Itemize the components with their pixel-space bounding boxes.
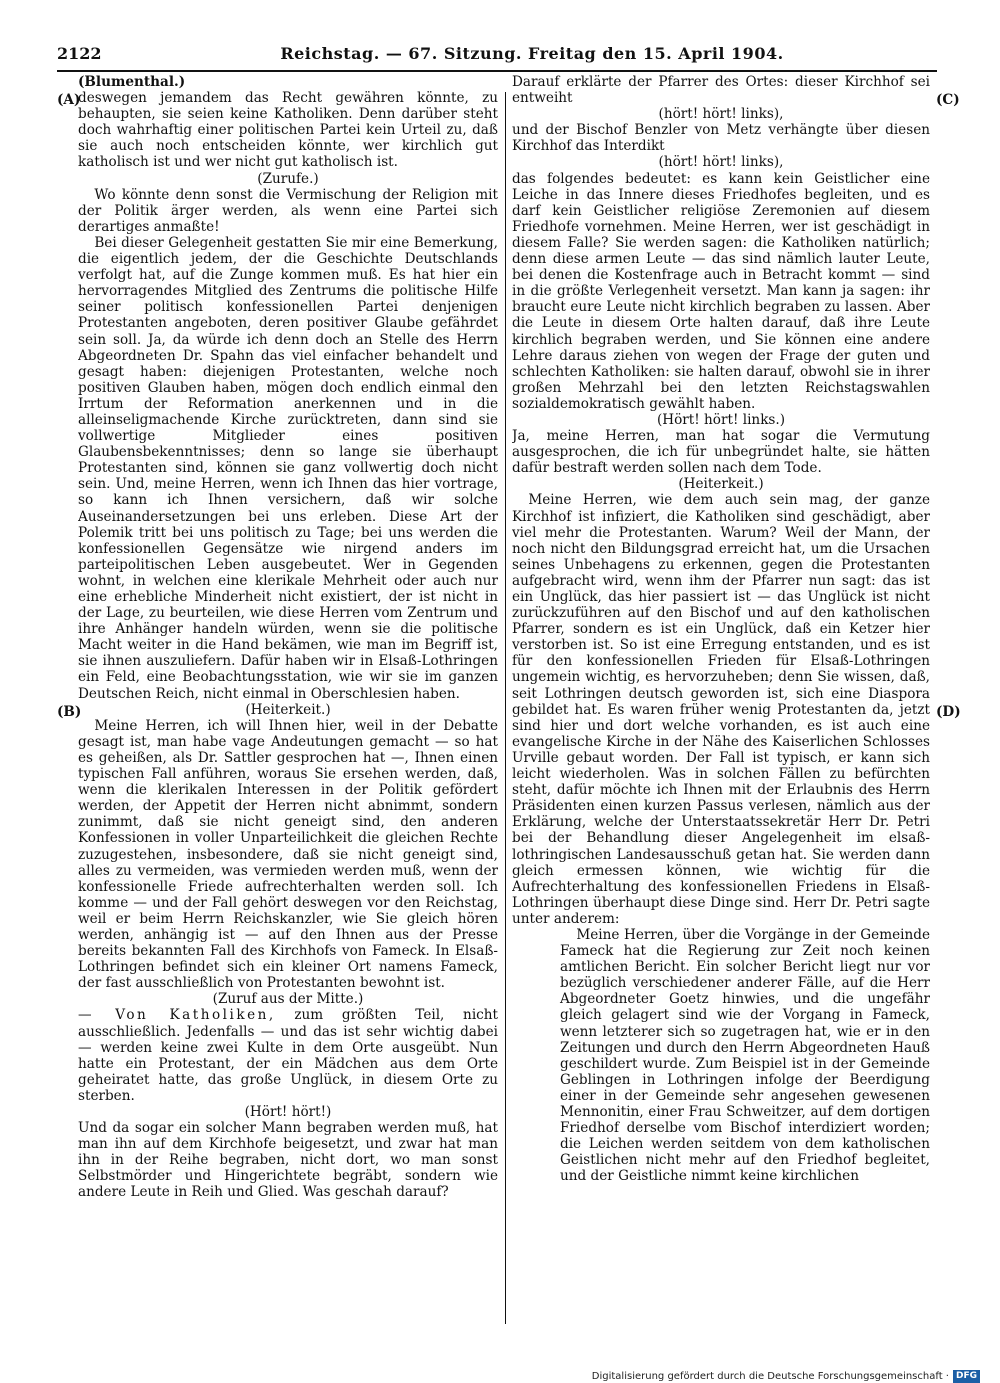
interjection: (Hört! hört! links.) — [656, 411, 786, 428]
interjection: (Zuruf aus der Mitte.) — [212, 991, 364, 1008]
running-title: Reichstag. — 67. Sitzung. Freitag den 15. April 1904. — [280, 44, 784, 63]
margin-marker-c: (C) — [936, 92, 960, 108]
right-column — [512, 74, 930, 1329]
interjection: (hört! hört! links), — [658, 154, 784, 171]
digitization-footer — [592, 1369, 980, 1383]
paragraph — [78, 1007, 498, 1104]
speaker-name: (Blumenthal.) — [78, 74, 186, 90]
paragraph: Meine Herren, wie dem auch sein mag, der ganze Kirchhof ist infiziert, die Katholiken sind geschädigt, aber viel mehr die Protestanten. Warum? Weil der Mann, der noch nicht den Bildungsgrad erreicht hat, um die Ursachen seines Unbehagens zu erkennen, gegen die Protestanten aufgebracht wird, wenn ihm der Pfarrer nun sagt: das ist ein Unglück, das hier passiert ist — das Unglück ist nicht zurückzuführen auf den Bischof und auf den katholischen Pfarrer, sondern es ist ein Unglück, daß ein Ketzer hier verstorben ist. So ist eine Erregung entstanden, und es ist für den konfessionellen Frieden für Elsaß-Lothringen ungemein wichtig, es hervorzuheben; denn Sie wissen, daß, seit Lothringen deutsch geworden ist, sich eine Diaspora gebildet hat. Es waren früher wenig Protestanten da, jetzt sind hier und dort welche vorhanden, es ist auch eine evangelische Kirche in der Nähe des Kaiserlichen Schlosses Urville gebaut worden. Der Fall ist typisch, er kann sich leicht wiederholen. Was in solchen Fällen zu befürchten steht, dafür möchte ich Ihnen mit der Erlaubnis des Herrn Präsidenten einen kurzen Passus verlesen, nämlich aus der Erklärung, welche der Unterstaatssekretär Herr Dr. Petri bei der Behandlung dieser Angelegenheit im elsaß-lothringischen Landesausschuß getan hat. Sie werden dann gleich ermessen können, wie wichtig für die Aufrechterhaltung des konfessionellen Friedens in Elsaß-Lothringen überhaupt diese Dinge sind. Herr Dr. Petri sagte unter anderem: — [512, 492, 930, 927]
paragraph: Ja, meine Herren, man hat sogar die Vermutung ausgesprochen, die ich für unbegründet halte, sie hätten dafür bestraft werden sollen nach dem Tode. — [512, 428, 930, 477]
page-number: 2122 — [57, 44, 102, 63]
paragraph: deswegen jemandem das Recht gewähren könnte, zu behaupten, sie seien keine Katholiken. Denn darüber steht doch wahrhaftig einer politischen Partei kein Urteil zu, daß sie auch noch entscheiden könnte, wer kirchlich gut katholisch ist und wer nicht gut katholisch ist. — [78, 90, 498, 171]
paragraph: Darauf erklärte der Pfarrer des Ortes: dieser Kirchhof sei entweiht — [512, 74, 930, 107]
margin-marker-d: (D) — [936, 704, 961, 720]
interjection: (Hört! hört!) — [244, 1104, 332, 1120]
paragraph: Bei dieser Gelegenheit gestatten Sie mir eine Bemerkung, die eigentlich jedem, der die Geschichte Deutschlands verfolgt hat, auf die Zunge kommen muß. Es hat hier ein hervorragendes Mitglied des Zentrums die politische Hilfe seiner politisch konfessionellen Partei denjenigen Protestanten angeboten, deren positiver Glaube gefährdet sein soll. Ja, da würde ich denn doch an Stelle des Herrn Abgeordneten Dr. Spahn das viel einfacher behandelt und gesagt haben: diejenigen Protestanten, welche noch positiven Glauben haben, mögen doch endlich einmal den Irrtum der Reformation anerkennen und in die alleinseligmachende Kirche zurücktreten, dann sind sie vollwertige Mitglieder eines positiven Glaubensbekenntnisses; denn so lange sie überhaupt Protestanten sind, können sie ganz vollwertig doch nicht sein. Und, meine Herren, wenn ich Ihnen das hier vortrage, so kann ich Ihnen versichern, daß wir solche Auseinandersetzungen bei uns erleben. Diese Art der Polemik tritt bei uns politisch zu Tage; bei uns werden die konfessionellen Gegensätze wie nirgend anders im parteipolitischen Leben ausgebeutet. Wer in Gegenden wohnt, in welchen eine klerikale Mehrheit oder auch nur eine erhebliche Minderheit nicht existiert, der ist nicht in der Lage, zu beurteilen, wie diese Herren vom Zentrum und ihre Anhänger handeln würden, wenn sie die politische Macht weiter in die Hand bekämen, wie man im Begriff ist, sie ihnen auszuliefern. Dafür haben wir in Elsaß-Lothringen ein Feld, eine Beobachtungsstation, wie wir sie im ganzen Deutschen Reich, nicht einmal in Oberschlesien haben. — [78, 234, 498, 702]
margin-marker-a: (A) — [57, 92, 81, 108]
paragraph: das folgendes bedeutet: es kann kein Geistlicher eine Leiche in das Innere dieses Friedhofes begleiten, und es darf kein Geistlicher religiöse Zeremonien auf diesem Friedhofe vornehmen. Meine Herren, wer ist geschädigt in diesem Falle? Sie werden sagen: die Katholiken natürlich; denn diese armen Leute — das sind nämlich lauter Leute, bei denen die Kostenfrage auch in Betracht kommt — sind in die größte Verlegenheit versetzt. Man kann ja sagen: ihr braucht eure Leute nicht kirchlich begraben zu lassen. Aber die Leute in diesem Orte halten darauf, daß ihre Leute kirchlich begraben werden, und Sie können eine andere Lehre daraus ziehen von wegen der Frage der guten und schlechten Katholiken: sie halten darauf, obwohl sie in ihrer großen Mehrzahl bei den letzten Reichstagswahlen sozialdemokratisch gewählt haben. — [512, 170, 930, 412]
header-rule — [57, 70, 937, 72]
emphasis-text: — Von Katholiken, — [78, 1007, 276, 1024]
paragraph: Wo könnte denn sonst die Vermischung der Religion mit der Politik ärger werden, als wenn eine Partei sich derartiges anmaßte! — [78, 186, 498, 235]
paragraph-text: zum größten Teil, nicht ausschließlich. Jedenfalls — und das ist sehr wichtig dabei — werden keine zwei Kulte in dem Orte ausgeübt. Nun hatte ein Protestant, der ein Mädchen aus dem Orte geheiratet hatte, das große Unglück, in diesem Orte zu sterben. — [78, 1007, 498, 1104]
paragraph: Und da sogar ein solcher Mann begraben werden muß, hat man ihn auf dem Kirchhofe beigesetzt, und zwar hat man ihn in der Reihe begraben, nicht dort, wo man sonst Selbstmörder und Hingerichtete begräbt, sondern wie andere Leute in Reih und Glied. Was geschah darauf? — [78, 1120, 498, 1201]
interjection: (Heiterkeit.) — [678, 476, 764, 493]
paragraph: und der Bischof Benzler von Metz verhängte über diesen Kirchhof das Interdikt — [512, 122, 930, 155]
interjection: (Heiterkeit.) — [245, 701, 331, 718]
footer-text: Digitalisierung gefördert durch die Deutsche Forschungsgemeinschaft · — [591, 1370, 949, 1382]
block-quote: Meine Herren, über die Vorgänge in der Gemeinde Fameck hat die Regierung zur Zeit noch keinen amtlichen Bericht. Ein solcher Bericht liegt nur vor bezüglich verschiedener anderer Fälle, auf die Herr Abgeordneter Goetz hinwies, und die ungefähr gleich gelagert sind wie der Vorgang in Fameck, wenn letzterer sich so zugetragen hat, wie er in den Zeitungen und durch den Herrn Abgeordneten Hauß geschildert wurde. Zum Beispiel ist in der Gemeinde Geblingen in Lothringen infolge der Beerdigung einer in der Gemeinde sehr angesehen gewesenen Mennonitin, einer Frau Schweitzer, auf dem dortigen Friedhof derselbe vom Bischof interdiziert worden; die Leichen werden seitdem von dem katholischen Geistlichen nicht mehr auf den Friedhof begleitet, und der Geistliche nimmt keine kirchlichen — [560, 926, 930, 1185]
dfg-logo: DFG — [953, 1370, 980, 1383]
column-divider — [505, 92, 506, 1324]
page-header — [57, 44, 937, 68]
margin-marker-b: (B) — [57, 704, 82, 720]
left-column — [78, 74, 498, 1329]
interjection: (Zurufe.) — [257, 170, 319, 187]
paragraph: Meine Herren, ich will Ihnen hier, weil in der Debatte gesagt ist, man habe vage Andeutungen gemacht — so hat es geheißen, als Dr. Sattler gesprochen hat —, Ihnen einen typischen Fall anführen, woraus Sie ersehen werden, daß, wenn die klerikalen Interessen in der Politik gefördert werden, der Appetit der Herren nicht abnimmt, sondern zunimmt, daß sie nicht geneigt sind, den anderen Konfessionen in voller Unparteilichkeit die gleichen Rechte zuzugestehen, insbesondere, daß sie nicht geneigt sind, alles zu vermeiden, was vermieden werden muß, wenn der konfessionelle Friede aufrechterhalten werden soll. Ich komme — und der Fall gehört deswegen vor den Reichstag, weil er beim Herrn Reichskanzler, wie Sie gleich hören werden, anhängig ist — auf den Ihnen aus der Presse bereits bekannten Fall des Kirchhofs von Fameck. In Elsaß-Lothringen befindet sich ein kleiner Ort namens Fameck, der fast ausschließlich von Protestanten bewohnt ist. — [78, 717, 498, 992]
interjection: (hört! hört! links), — [658, 106, 784, 123]
